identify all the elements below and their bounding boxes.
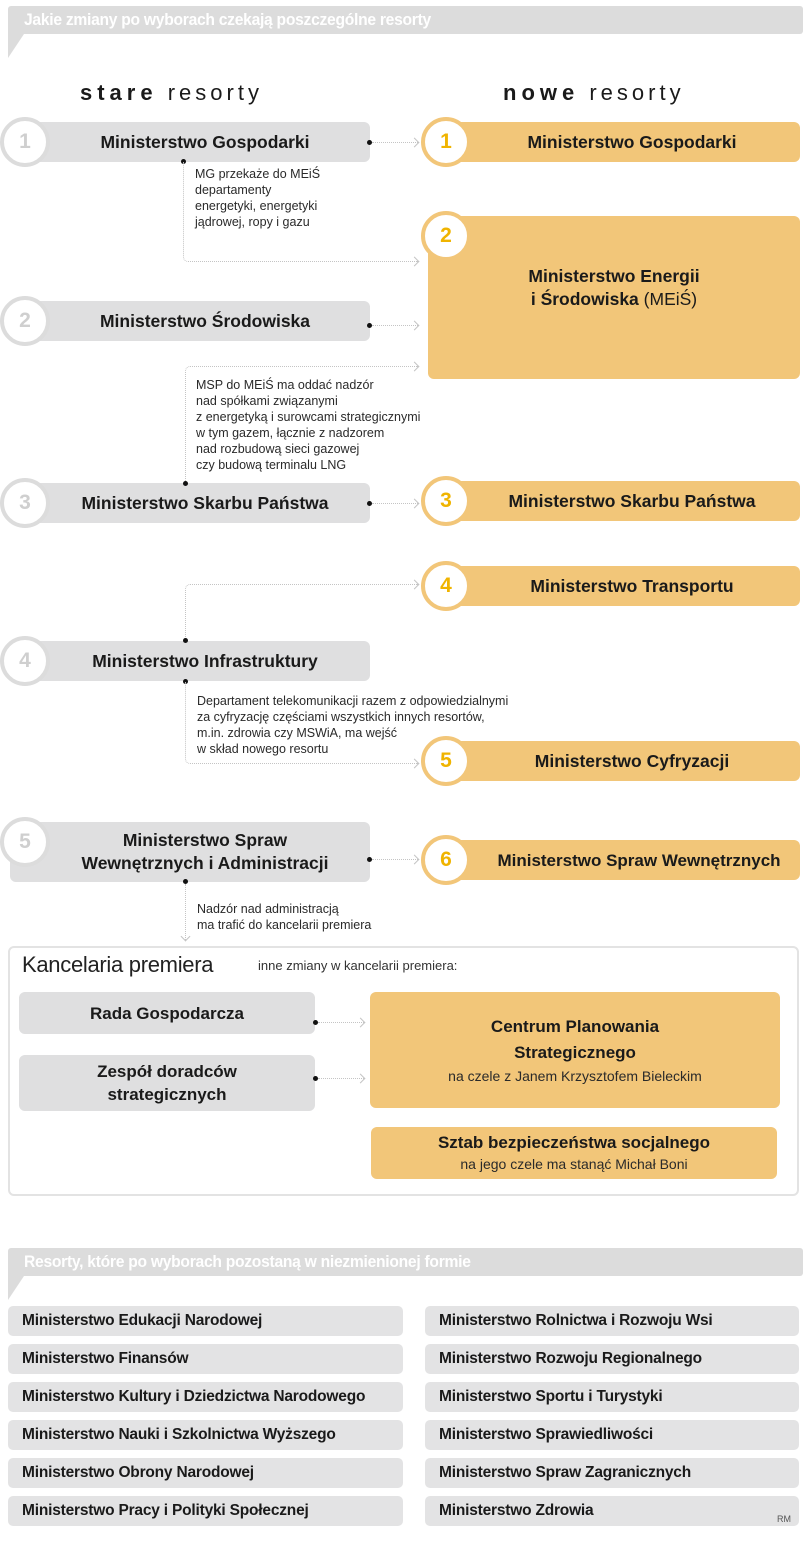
new-ministry-label: Ministerstwo Skarbu Państwa xyxy=(508,490,756,511)
new-ministry-1 xyxy=(428,122,800,162)
new-number-badge xyxy=(421,211,471,261)
number: 2 xyxy=(19,309,31,332)
label-line2: strategicznych xyxy=(107,1085,227,1104)
new-number-badge xyxy=(421,117,471,167)
old-ministry-4 xyxy=(10,641,370,681)
note-line: energetyki, energetyki xyxy=(195,199,318,213)
unchanged-item: Ministerstwo Rolnictwa i Rozwoju Wsi xyxy=(425,1306,799,1336)
arrow-icon xyxy=(181,932,191,942)
number: 3 xyxy=(440,489,452,512)
unchanged-item: Ministerstwo Sprawiedliwości xyxy=(425,1420,799,1450)
new-ministry-4 xyxy=(428,566,800,606)
page-title: Jakie zmiany po wyborach czekają poszczególne resorty xyxy=(24,10,431,29)
new-ministry-label-line1: Ministerstwo Energii xyxy=(528,265,700,286)
note-line: nad rozbudową sieci gazowej xyxy=(196,442,360,456)
col-new-rest: resorty xyxy=(589,80,685,105)
banner-tail xyxy=(8,34,24,58)
unchanged-item: Ministerstwo Obrony Narodowej xyxy=(8,1458,403,1488)
label: Rada Gospodarcza xyxy=(90,1003,244,1023)
col-old-rest: resorty xyxy=(167,80,263,105)
col-old-bold: stare xyxy=(80,80,158,105)
note-line: departamenty xyxy=(195,183,272,197)
new-number-badge xyxy=(421,476,471,526)
note-mi xyxy=(197,693,508,757)
new-ministry-label: Ministerstwo Spraw Wewnętrznych xyxy=(497,850,781,870)
old-ministry-label: Ministerstwo Skarbu Państwa xyxy=(81,492,329,513)
number: 2 xyxy=(440,224,452,247)
label-line1: Zespół doradców xyxy=(97,1062,237,1081)
note-line: w skład nowego resortu xyxy=(197,742,329,756)
new-ministry-3 xyxy=(428,481,800,521)
title-banner xyxy=(8,6,803,34)
number: 1 xyxy=(440,130,452,153)
note-line: w tym gazem, łącznie z nadzorem xyxy=(196,426,385,440)
label-line1: Centrum Planowania xyxy=(490,1017,660,1036)
connector-dot xyxy=(183,481,188,486)
new-ministry-label: Ministerstwo Transportu xyxy=(530,575,734,596)
note-msp xyxy=(196,377,420,473)
old-number-badge xyxy=(0,636,50,686)
note-line: z energetyką i surowcami strategicznymi xyxy=(196,410,421,424)
kancelaria-subtitle: inne zmiany w kancelarii premiera: xyxy=(258,958,458,973)
old-ministry-1 xyxy=(10,122,370,162)
number: 5 xyxy=(19,830,31,853)
author-credit: RM xyxy=(777,1514,791,1524)
old-ministry-5 xyxy=(10,822,370,882)
note-line: m.in. zdrowia czy MSWiA, ma wejść xyxy=(197,726,398,740)
kancelaria-old-1 xyxy=(19,992,315,1034)
note-line: MG przekaże do MEiŚ xyxy=(195,167,321,181)
banner-tail xyxy=(8,1276,24,1300)
note-line: za cyfryzację częściami wszystkich innych resortów, xyxy=(197,710,485,724)
old-number-badge xyxy=(0,817,50,867)
old-ministry-label: Ministerstwo Infrastruktury xyxy=(92,650,318,671)
old-ministry-label: Ministerstwo Środowiska xyxy=(99,310,311,331)
kancelaria-new-2 xyxy=(371,1127,777,1179)
old-number-badge xyxy=(0,117,50,167)
arrow-icon xyxy=(410,499,420,509)
column-header-old xyxy=(80,80,263,106)
note-mg xyxy=(195,166,320,230)
unchanged-item: Ministerstwo Zdrowia xyxy=(425,1496,799,1526)
old-ministry-3 xyxy=(10,483,370,523)
number: 4 xyxy=(440,574,452,597)
number: 5 xyxy=(440,749,452,772)
unchanged-item: Ministerstwo Spraw Zagranicznych xyxy=(425,1458,799,1488)
unchanged-item: Ministerstwo Rozwoju Regionalnego xyxy=(425,1344,799,1374)
col-new-bold: nowe xyxy=(503,80,580,105)
note-mswia xyxy=(197,901,371,933)
note-line: Nadzór nad administracją xyxy=(197,902,339,916)
arrow-icon xyxy=(410,138,420,148)
number: 3 xyxy=(19,491,31,514)
unchanged-item: Ministerstwo Edukacji Narodowej xyxy=(8,1306,403,1336)
note-line: ma trafić do kancelarii premiera xyxy=(197,918,372,932)
unchanged-item: Ministerstwo Kultury i Dziedzictwa Narodowego xyxy=(8,1382,403,1412)
old-ministry-label-line2: Wewnętrznych i Administracji xyxy=(81,853,329,873)
unchanged-item: Ministerstwo Nauki i Szkolnictwa Wyższego xyxy=(8,1420,403,1450)
new-ministry-6 xyxy=(428,840,800,880)
old-number-badge xyxy=(0,478,50,528)
new-number-badge xyxy=(421,561,471,611)
column-header-new xyxy=(503,80,685,106)
label-line1: Sztab bezpieczeństwa socjalnego xyxy=(437,1133,711,1152)
arrow-icon xyxy=(410,321,420,331)
old-ministry-2 xyxy=(10,301,370,341)
note-line: czy budową terminalu LNG xyxy=(196,458,347,472)
old-number-badge xyxy=(0,296,50,346)
new-ministry-label: Ministerstwo Cyfryzacji xyxy=(534,750,730,771)
kancelaria-title: Kancelaria premiera xyxy=(22,952,214,977)
new-ministry-abbr: (MEiŚ) xyxy=(643,288,698,309)
connector-dot xyxy=(183,638,188,643)
number: 6 xyxy=(440,848,452,871)
note-line: MSP do MEiŚ ma oddać nadzór xyxy=(196,378,374,392)
unchanged-banner xyxy=(8,1248,803,1276)
unchanged-item: Ministerstwo Finansów xyxy=(8,1344,403,1374)
number: 1 xyxy=(19,130,31,153)
old-ministry-label: Ministerstwo Gospodarki xyxy=(100,131,310,152)
note-line: jądrowej, ropy i gazu xyxy=(195,215,310,229)
note-line: Departament telekomunikacji razem z odpowiedzialnymi xyxy=(197,694,509,708)
new-number-badge xyxy=(421,835,471,885)
label-line2: Strategicznego xyxy=(514,1043,636,1062)
unchanged-item: Ministerstwo Pracy i Polityki Społecznej xyxy=(8,1496,403,1526)
connector-line xyxy=(185,584,418,640)
arrow-icon xyxy=(410,855,420,865)
kancelaria-old-2 xyxy=(19,1055,315,1111)
label-sub: na jego czele ma stanąć Michał Boni xyxy=(460,1156,688,1172)
kancelaria-new-1 xyxy=(370,992,780,1108)
note-line: nad spółkami związanymi xyxy=(196,394,338,408)
unchanged-title: Resorty, które po wyborach pozostaną w niezmienionej formie xyxy=(24,1252,471,1271)
new-ministry-2 xyxy=(428,216,800,379)
unchanged-item: Ministerstwo Sportu i Turystyki xyxy=(425,1382,799,1412)
number: 4 xyxy=(19,649,31,672)
old-ministry-label-line1: Ministerstwo Spraw xyxy=(122,830,288,850)
label-sub: na czele z Janem Krzysztofem Bieleckim xyxy=(448,1068,702,1084)
new-ministry-label-line2: i Środowiska xyxy=(530,288,639,309)
new-ministry-label: Ministerstwo Gospodarki xyxy=(527,131,737,152)
